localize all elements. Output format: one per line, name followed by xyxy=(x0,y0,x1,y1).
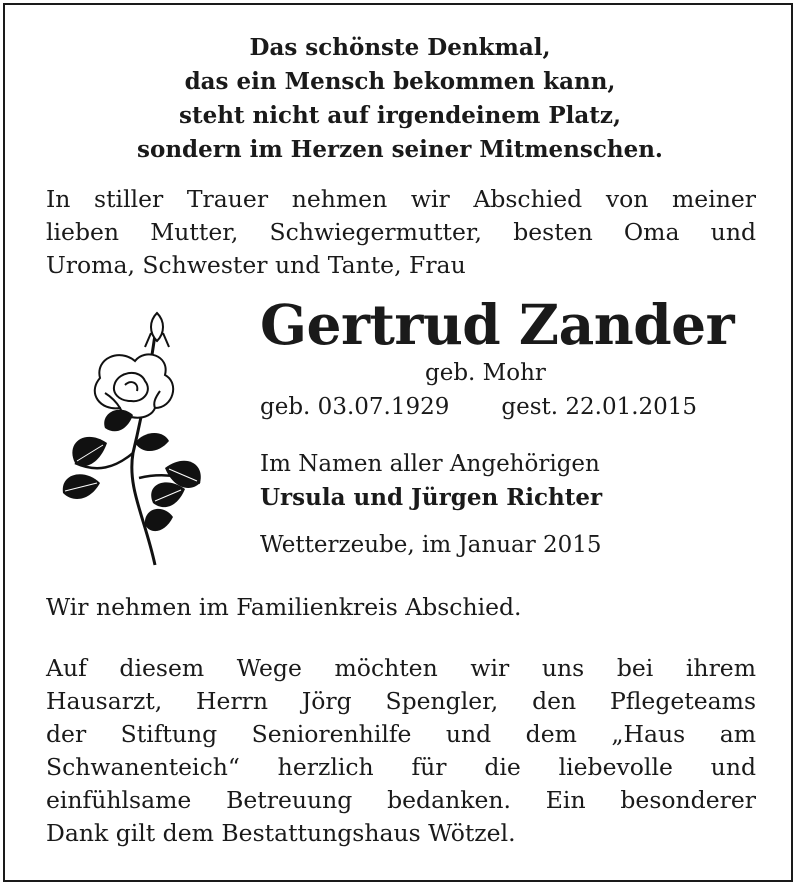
thanks-line: Schwanenteich“ herzlich für die liebevolle und xyxy=(46,753,756,781)
quote-line: steht nicht auf irgendeinem Platz, xyxy=(179,102,621,129)
life-dates xyxy=(260,394,697,420)
quote-line: das ein Mensch bekommen kann, xyxy=(184,68,616,95)
quote-line: sondern im Herzen seiner Mitmenschen. xyxy=(137,136,663,163)
intro-line: Uroma, Schwester und Tante, Frau xyxy=(46,251,466,279)
rose-icon xyxy=(45,303,215,573)
birth-name: geb. Mohr xyxy=(425,360,546,386)
intro-paragraph xyxy=(46,183,756,282)
deceased-name: Gertrud Zander xyxy=(260,292,735,357)
death-date: gest. 22.01.2015 xyxy=(501,394,698,420)
quote-line: Das schönste Denkmal, xyxy=(249,34,551,61)
memorial-quote xyxy=(5,31,795,167)
intro-line: In stiller Trauer nehmen wir Abschied von meiner xyxy=(46,185,756,213)
family-note: Wir nehmen im Familienkreis Abschied. xyxy=(46,593,522,621)
thanks-line: Dank gilt dem Bestattungshaus Wötzel. xyxy=(46,819,516,847)
thanks-line: der Stiftung Seniorenhilfe und dem „Haus am xyxy=(46,720,756,748)
mourner-names: Ursula und Jürgen Richter xyxy=(260,484,603,511)
thanks-line: Auf diesem Wege möchten wir uns bei ihrem xyxy=(46,654,756,682)
thanks-line: Hausarzt, Herrn Jörg Spengler, den Pflegeteams xyxy=(46,687,756,715)
thanks-paragraph xyxy=(46,652,756,850)
mourners-block xyxy=(260,447,602,515)
place-date: Wetterzeube, im Januar 2015 xyxy=(260,532,602,558)
thanks-line: einfühlsame Betreuung bedanken. Ein besonderer xyxy=(46,786,756,814)
on-behalf-text: Im Namen aller Angehörigen xyxy=(260,451,600,477)
obituary-notice xyxy=(3,3,793,882)
intro-line: lieben Mutter, Schwiegermutter, besten Oma und xyxy=(46,218,756,246)
birth-date: geb. 03.07.1929 xyxy=(260,394,450,420)
